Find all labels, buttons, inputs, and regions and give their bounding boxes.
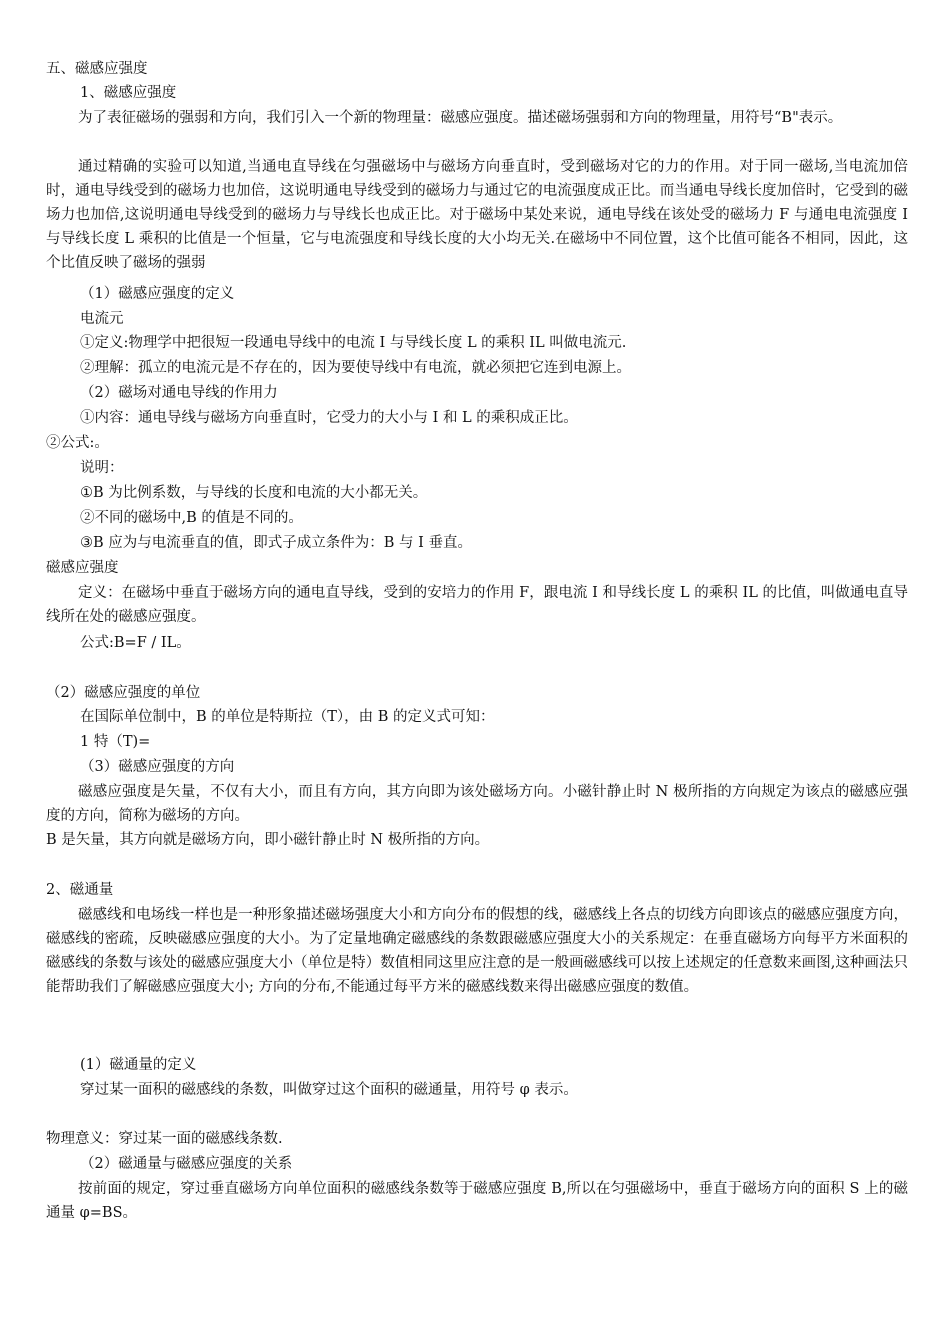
magnetic-induction-definition: 定义：在磁场中垂直于磁场方向的通电直导线，受到的安培力的作用 F，跟电流 I 和导线长度 L 的乘积 IL 的比值，叫做通电直导线所在处的磁感应强度。 — [46, 585, 908, 625]
unit-subheading: （2）磁感应强度的单位 — [46, 685, 201, 701]
current-element-understanding: ②理解：孤立的电流元是不存在的，因为要使导线中有电流，就必须把它连到电源上。 — [80, 360, 631, 376]
current-element-definition: ①定义:物理学中把很短一段通电导线中的电流 I 与导线长度 L 的乘积 IL 叫做电流元. — [80, 335, 627, 351]
flux-relation-subheading: （2）磁通量与磁感应强度的关系 — [80, 1156, 293, 1172]
direction-paragraph: 磁感应强度是矢量，不仅有大小，而且有方向，其方向即为该处磁场方向。小磁针静止时 N 极所指的方向规定为该点的磁感应强度的方向，简称为磁场的方向。 — [46, 784, 908, 824]
formula-line: ②公式:。 — [46, 435, 109, 451]
explanation-item-2: ②不同的磁场中,B 的值是不同的。 — [80, 510, 303, 526]
definition-subheading: （1）磁感应强度的定义 — [80, 286, 235, 302]
tesla-definition: 1 特（T)= — [80, 734, 151, 750]
formula-b: 公式:B=F / IL。 — [80, 635, 191, 651]
physical-meaning: 物理意义：穿过某一面的磁感线条数. — [46, 1131, 283, 1147]
explanation-item-1: ①B 为比例系数，与导线的长度和电流的大小都无关。 — [80, 485, 428, 501]
flux-paragraph: 磁感线和电场线一样也是一种形象描述磁场强度大小和方向分布的假想的线，磁感线上各点的切线方向即该点的磁感应强度方向，磁感线的密疏，反映磁感应强度的大小。为了定量地确定磁感线的条数跟磁感应强度大小的关系规定：在垂直磁场方向每平方米面积的磁感线的条数与该处的磁感应强度大小（单位是特）数值相同这里应注意的是一般画磁感线可以按上述规定的任意数来画图,这种画法只能帮助我们了解磁感应强度大小; 方向的分布,不能通过每平方米的磁感线数来得出磁感应强度的数值。 — [46, 907, 908, 995]
force-subheading: （2）磁场对通电导线的作用力 — [80, 385, 278, 401]
intro-paragraph: 为了表征磁场的强弱和方向，我们引入一个新的物理量：磁感应强度。描述磁场强弱和方向的物理量，用符号“B"表示。 — [78, 110, 843, 126]
b-vector-line: B 是矢量，其方向就是磁场方向，即小磁针静止时 N 极所指的方向。 — [46, 832, 490, 848]
direction-subheading: （3）磁感应强度的方向 — [80, 759, 235, 775]
magnetic-induction-title: 磁感应强度 — [46, 560, 119, 576]
force-content: ①内容：通电导线与磁场方向垂直时，它受力的大小与 I 和 L 的乘积成正比。 — [80, 410, 578, 426]
flux-definition: 穿过某一面积的磁感线的条数，叫做穿过这个面积的磁通量，用符号 φ 表示。 — [80, 1082, 578, 1098]
explanation-item-3: ③B 应为与电流垂直的值，即式子成立条件为：B 与 I 垂直。 — [80, 535, 472, 551]
section-heading: 五、磁感应强度 — [46, 61, 148, 77]
current-element-label: 电流元 — [80, 311, 124, 327]
explanation-label: 说明： — [80, 460, 124, 476]
experiment-paragraph: 通过精确的实验可以知道,当通电直导线在匀强磁场中与磁场方向垂直时，受到磁场对它的力的作用。对于同一磁场,当电流加倍时，通电导线受到的磁场力也加倍，这说明通电导线受到的磁场力与通过它的电流强度成正比。而当通电导线长度加倍时，它受到的磁场力也加倍,这说明通电导线受到的磁场力与导线长也成正比。对于磁场中某处来说，通电导线在该处受的磁场力 F 与通电电流强度 I 与导线长度 L 乘积的比值是一个恒量，它与电流强度和导线长度的大小均无关.在磁场中不同位置，这个比值可能各不相同，因此，这个比值反映了磁场的强弱 — [46, 159, 908, 271]
subsection-title: 1、磁感应强度 — [80, 85, 177, 101]
flux-definition-subheading: (1）磁通量的定义 — [80, 1057, 197, 1073]
flux-section-title: 2、磁通量 — [46, 882, 114, 898]
unit-text: 在国际单位制中，B 的单位是特斯拉（T），由 B 的定义式可知： — [80, 709, 495, 725]
flux-relation-paragraph: 按前面的规定，穿过垂直磁场方向单位面积的磁感线条数等于磁感应强度 B,所以在匀强磁场中，垂直于磁场方向的面积 S 上的磁通量 φ=BS。 — [46, 1181, 908, 1221]
